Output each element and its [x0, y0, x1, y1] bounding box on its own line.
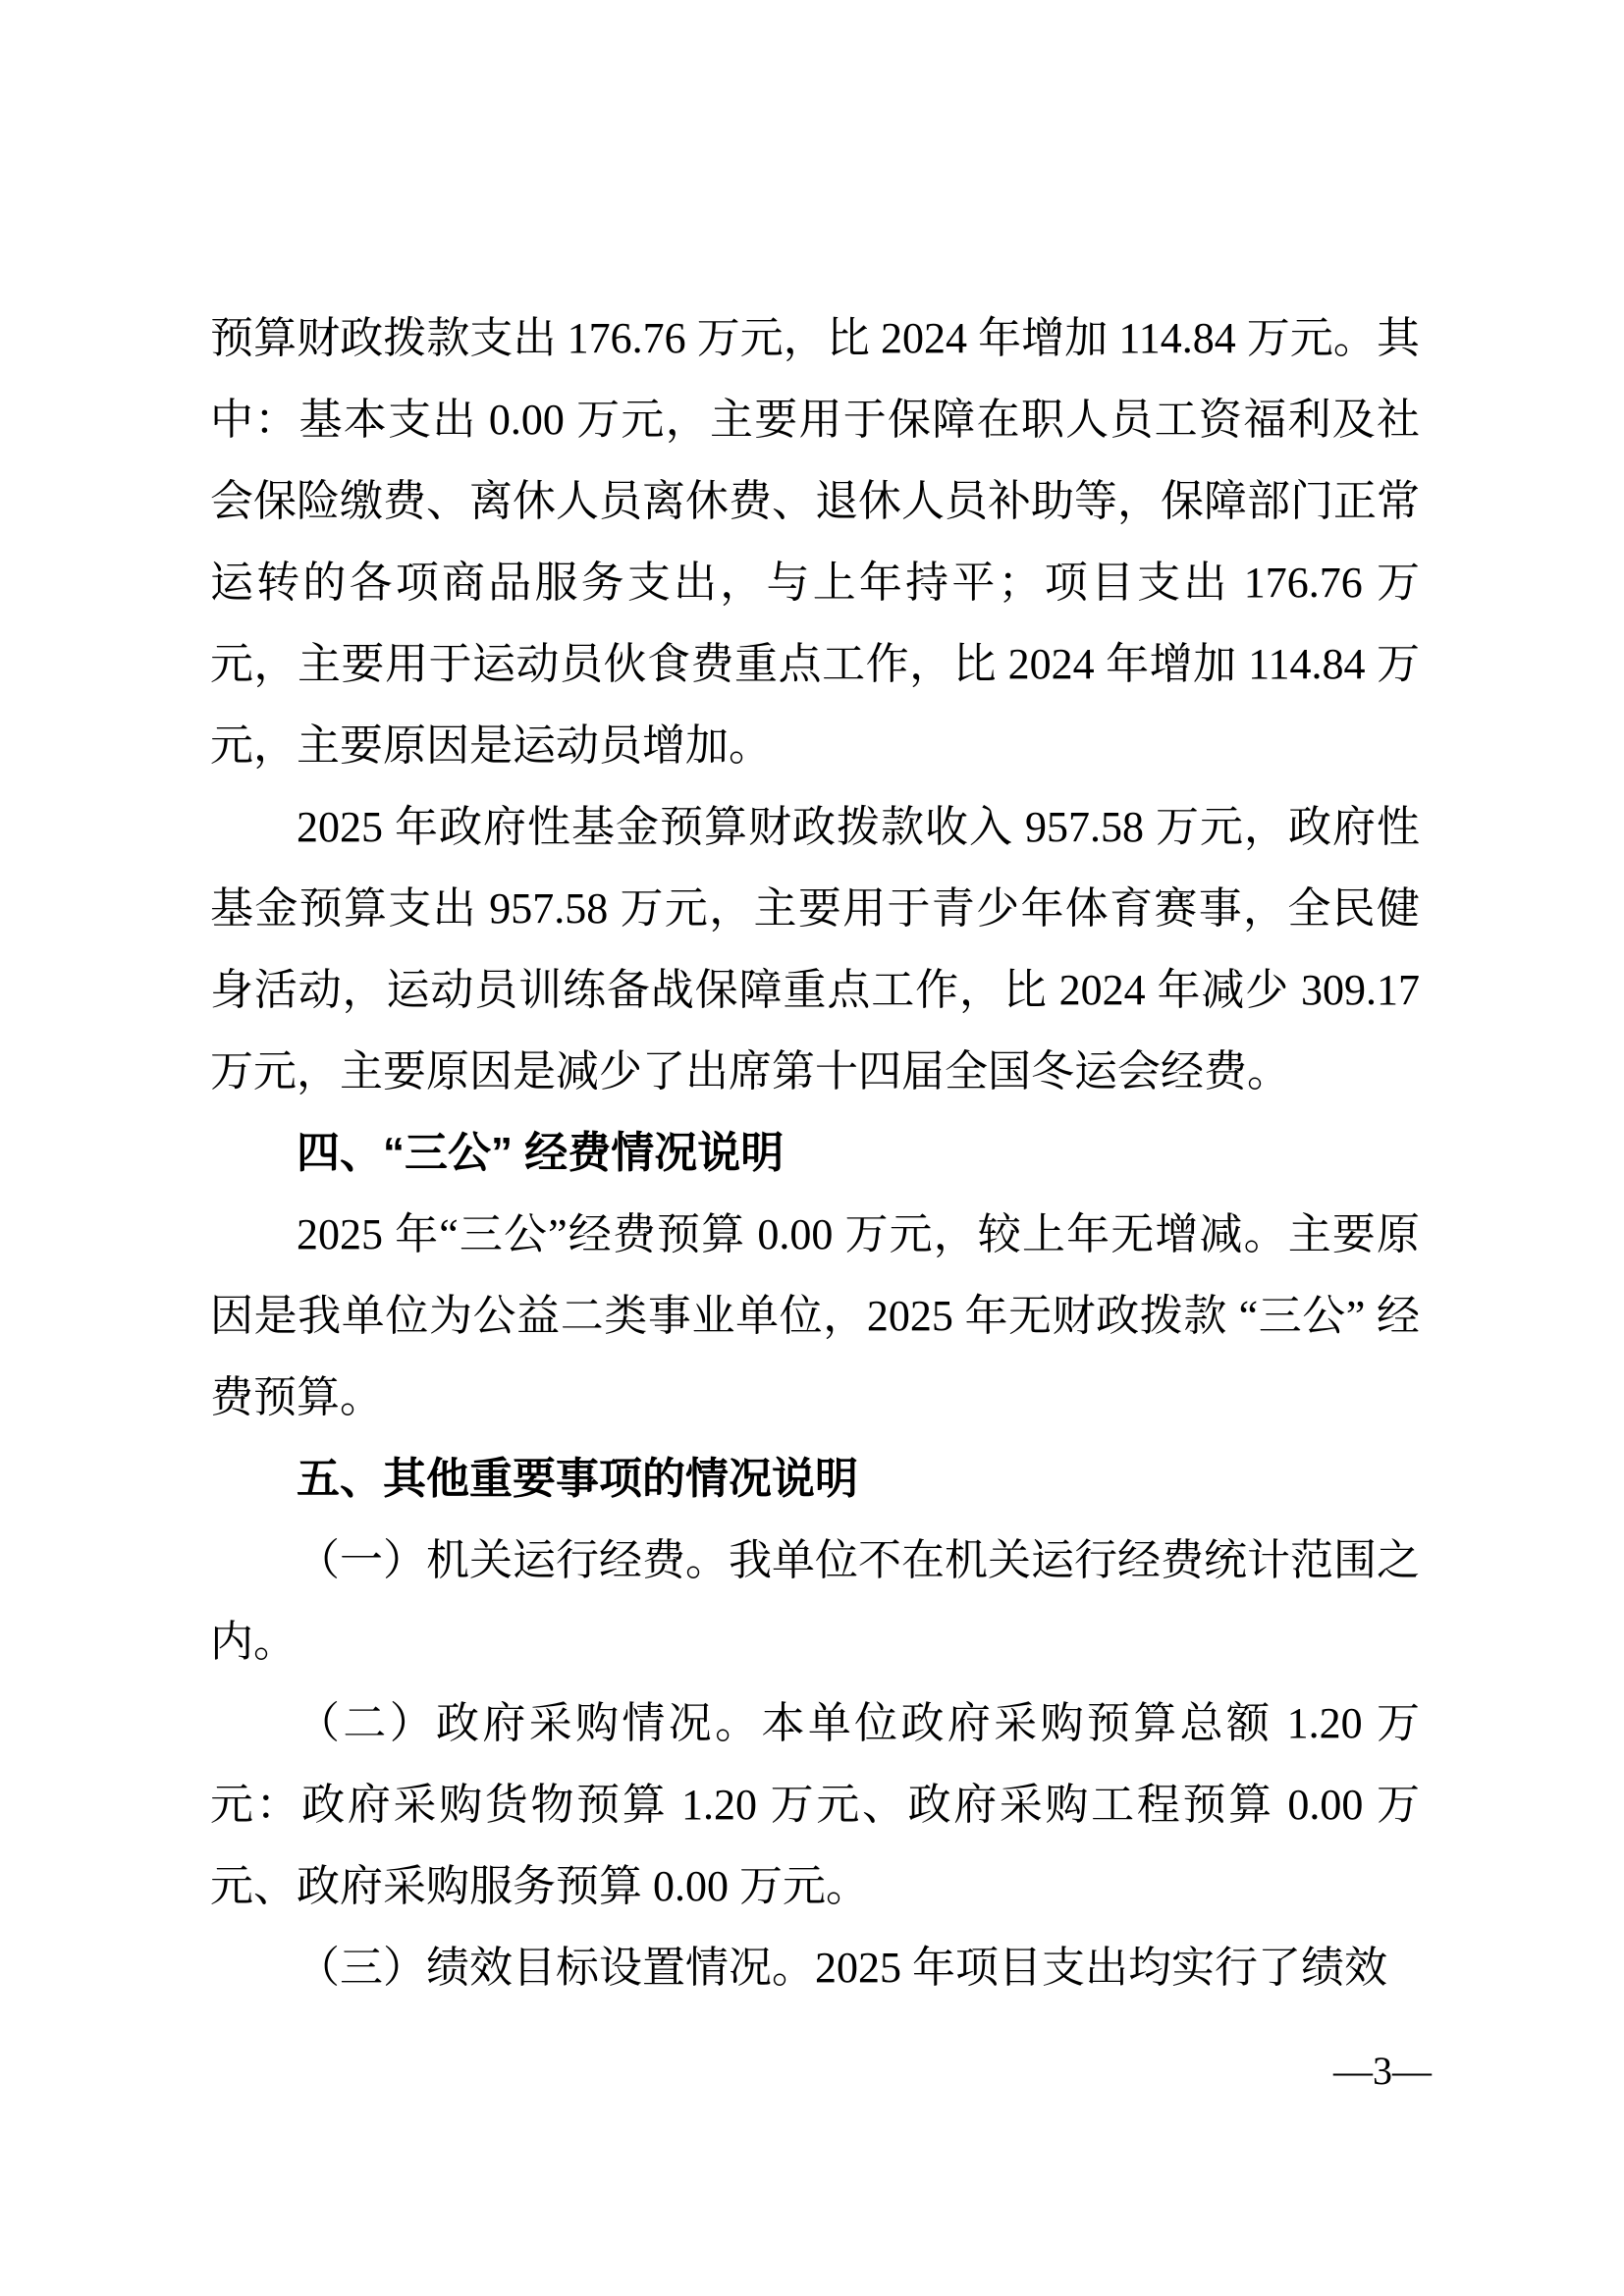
section-heading-five-other-important-matters: 五、其他重要事项的情况说明 [297, 1455, 858, 1503]
paragraph-government-procurement: （二）政府采购情况。本单位政府采购预算总额 1.20 万元：政府采购货物预算 1.20 万元、政府采购工程预算 0.00 万元、政府采购服务预算 0.00 万元。 [210, 1699, 1420, 1910]
paragraph-government-fund-budget: 2025 年政府性基金预算财政拨款收入 957.58 万元，政府性基金预算支出 957.58 万元，主要用于青少年体育赛事，全民健身活动，运动员训练备战保障重点工作，比 2024 年减少 309.17 万元，主要原因是减少了出席第十四届全国冬运会经费。 [210, 803, 1420, 1095]
document-body [210, 297, 1420, 2008]
paragraph-agency-operating-funds: （一）机关运行经费。我单位不在机关运行经费统计范围之内。 [210, 1536, 1420, 1666]
page-number: —3— [1333, 2049, 1432, 2093]
paragraph-performance-targets: （三）绩效目标设置情况。2025 年项目支出均实行了绩效 [297, 1944, 1387, 1992]
paragraph-budget-expenditure: 预算财政拨款支出 176.76 万元，比 2024 年增加 114.84 万元。其中：基本支出 0.00 万元，主要用于保障在职人员工资福利及社会保险缴费、离休人员离休费、退休人员补助等，保障部门正常运转的各项商品服务支出，与上年持平；项目支出 176.76 万元，主要用于运动员伙食费重点工作，比 2024 年增加 114.84 万元，主要原因是运动员增加。 [210, 314, 1420, 770]
paragraph-three-public-expenses-detail: 2025 年“三公”经费预算 0.00 万元，较上年无增减。主要原因是我单位为公益二类事业单位，2025 年无财政拨款 “三公” 经费预算。 [210, 1210, 1420, 1421]
section-heading-four-three-public-expenses: 四、“三公” 经费情况说明 [297, 1129, 785, 1177]
